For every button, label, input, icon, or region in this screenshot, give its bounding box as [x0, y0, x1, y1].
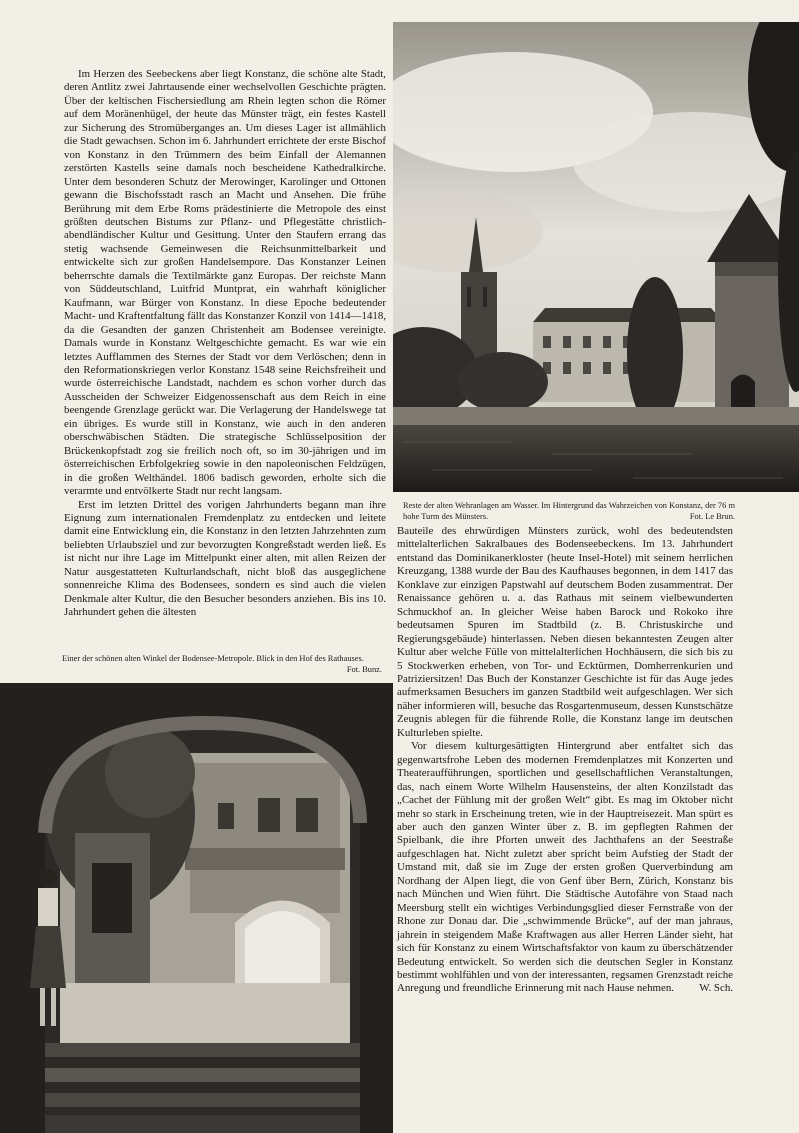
photo-caption-top	[403, 500, 735, 522]
photo-town-hall-courtyard	[0, 683, 393, 1133]
photo-credit: Fot. Le Brun.	[689, 512, 735, 521]
article-column-left	[64, 68, 386, 620]
photo-harbor-towers	[393, 22, 799, 492]
article-paragraph: Bauteile des ehrwürdigen Münsters zurück, wohl des bedeutendsten mittelalterlichen Sakralbaues des Bodenseebeckens. Im 13. Jahrhundert entstand das Dominikanerkloster (heute Insel-Hotel) mit seinem herrlichen Kreuzgang, 1388 wurde der Bau des Kaufhauses begonnen, in dem 1417 das Konklave zur einzigen Papstwahl auf deutschem Boden zusammentrat. Der Renaissance gehören u. a. das Rathaus mit seinem vielbewunderten Schmuckhof an. In gleicher Weise haben Barock und Rokoko ihre bedeutsamen Spuren im Stadtbild (z. B. Christuskirche und Regierungsgebäude) hinterlassen. Neben diesen bekanntesten Zeugen alter Kultur aber welche Fülle von mittelalterlichen Hochhäusern, die sich bis zu 5 Stockwerken erheben, von Tor- und Ecktürmen, Domherrenkurien und Patriziersitzen! Das Buch der Konstanzer Geschichte ist für das Auge jedes aufmerksamen Besuchers im ganzen Stadtbild weit aufgeschlagen. Wer sich näher informieren will, besuche das Rosgartenmuseum, dessen Kunstschätze Zeugnis ablegen für die führende Rolle, die Konstanz lange im deutschen Kulturleben spielte.	[397, 525, 733, 739]
photo-town-hall-courtyard-image	[0, 683, 393, 1133]
photo-harbor-towers-image	[393, 22, 799, 492]
author-signature: W. Sch.	[699, 982, 733, 995]
article-paragraph: Vor diesem kulturgesättigten Hintergrund aber entfaltet sich das gegenwartsfrohe Leben des modernen Fremdenplatzes mit Konzerten und Theateraufführungen, sportlichen und gesellschaftlichen Veranstaltungen, das, nach einem Worte Wilhelm Hausensteins, der alten Konzilstadt das „Cachet der Fühlung mit der großen Welt“ gibt. Es mag im Oktober nicht mehr so stark in Erscheinung treten, wie in der Hauptreisezeit. Man spürt es aber auch den ganzen Winter über z. B. im gepflegten Rahmen der Spielbank, die ihre Pforten unweit des Jachthafens an der Seestraße aufgeschlagen hat. Nicht zuletzt aber spricht beim Aufstieg der Stadt der Umstand mit, daß sie im Zuge der ersten großen Querverbindung am Nordhang der Alpen liegt, die von Genf über Bern, Zürich, Konstanz bis nach München und Wien führt. Die Städtische Autofähre von Staad nach Meersburg stellt ein wichtiges Verbindungsglied dieser Fernstraße von der Rhone zur Donau dar. Die „schwimmende Brücke“, auf der man jahraus, jahrein in steigendem Maße Kraftwagen aus aller Herren Länder sieht, hat sich für Konstanz zu einem Wirtschaftsfaktor von kaum zu überschätzender Bedeutung entwickelt. So werden sich die deutschen Segler in Konstanz bestimmt wohlfühlen und von der interessanten, regsamen Grenzstadt reiche Anregung und freundliche Erinnerung mit nach Hause nehmen.	[397, 740, 733, 995]
article-paragraph: Im Herzen des Seebeckens aber liegt Konstanz, die schöne alte Stadt, deren Antlitz zwei Jahrtausende einer wechselvollen Geschichte prägten. Über der keltischen Fischersiedlung am Rhein legten schon die Römer auf dem Moränenhügel, der heute das Münster trägt, ein festes Kastell zur Sicherung des Stromüberganges an. Um dieses Lager ist allmählich die Stadt gewachsen. Schon im 6. Jahrhundert errichtete der erste Bischof von Konstanz in den Trümmern des beim Einfall der Alemannen zerstörten Kastells seine damals noch bescheidene Kathedralkirche. Unter dem besonderen Schutz der Merowinger, Karolinger und Ottonen gewann die Bischofsstadt rasch an Macht und Ansehen. Die frühe Berührung mit dem Erbe Roms prädestinierte die Metropole des einst größten deutschen Bistums zur Pflanz- und Pflegestätte christlich-abendländischer Kultur und Gesittung. Unter den Staufern errang das stetig wachsende Gemeinwesen die Reichsunmittelbarkeit und entwickelte sich zur großen Handelsempore. Das Konstanzer Leinen beherrschte damals die Textilmärkte ganz Europas. Der reichste Mann von Süddeutschland, Luitfrid Muntprat, ein wahrhaft königlicher Kaufmann, war Bürger von Konstanz. In diese Epoche bedeutender Macht- und Kraftentfaltung fällt das Konstanzer Konzil von 1414—1418, da die Gesandten der ganzen Christenheit am Bodensee vereinigte. Damals wurde in Konstanz Weltgeschichte gemacht. Es war wie ein letztes Aufflammen des Sternes der Stadt vor dem Verlöschen; denn in den Reformationskriegen verlor Konstanz 1548 seine Reichsfreiheit und wurde österreichische Landstadt, nachdem es schon vorher durch das Ausscheiden der Schweizer Eidgenossenschaft aus dem Reich in eine beengende Grenzlage gerückt war. Die Verlagerung der Handelswege tat ein übriges. Es wurde still in Konstanz, wie auch in den anderen oberschwäbischen Städten. Die strategische Schlüsselposition der Brückenkopfstadt zog sie freilich noch oft, so im 30-jährigen und im österreichischen Erbfolgekrieg sowie in den napoleonischen Feldzügen, in die großen Welthändel. 1806 badisch geworden, erholte sich die verarmte und entvölkerte Stadt nur recht langsam.	[64, 68, 386, 498]
caption-text: Reste der alten Wehranlagen am Wasser. Im Hintergrund das Wahrzeichen von Konstanz, der 76 m hohe Turm des Münsters.	[403, 501, 735, 521]
article-column-right	[397, 525, 733, 996]
caption-text: Einer der schönen alten Winkel der Bodensee-Metropole. Blick in den Hof des Rathauses.	[62, 654, 364, 663]
photo-credit: Fot. Bunz.	[346, 665, 382, 674]
article-paragraph: Erst im letzten Drittel des vorigen Jahrhunderts begann man ihre Eignung zum internationalen Fremdenplatz zu entdecken und leitete damit eine Entwicklung ein, die Konstanz in den letzten Jahrzehnten zum beliebten Urlaubsziel und zur bevorzugten Kongreßstadt werden ließ. Es ist nicht nur ihre Lage im Mittelpunkt einer alten, mit allen Reizen der Natur ausgestatteten Kulturlandschaft, nicht bloß das ausgeglichene sonnenreiche Klima des Bodensees, sondern es sind auch die vielen Denkmale alter Kultur, die den Besucher besonders anziehen. Bis ins 10. Jahrhundert gehen die ältesten	[64, 498, 386, 619]
photo-caption-bottom	[62, 653, 382, 675]
